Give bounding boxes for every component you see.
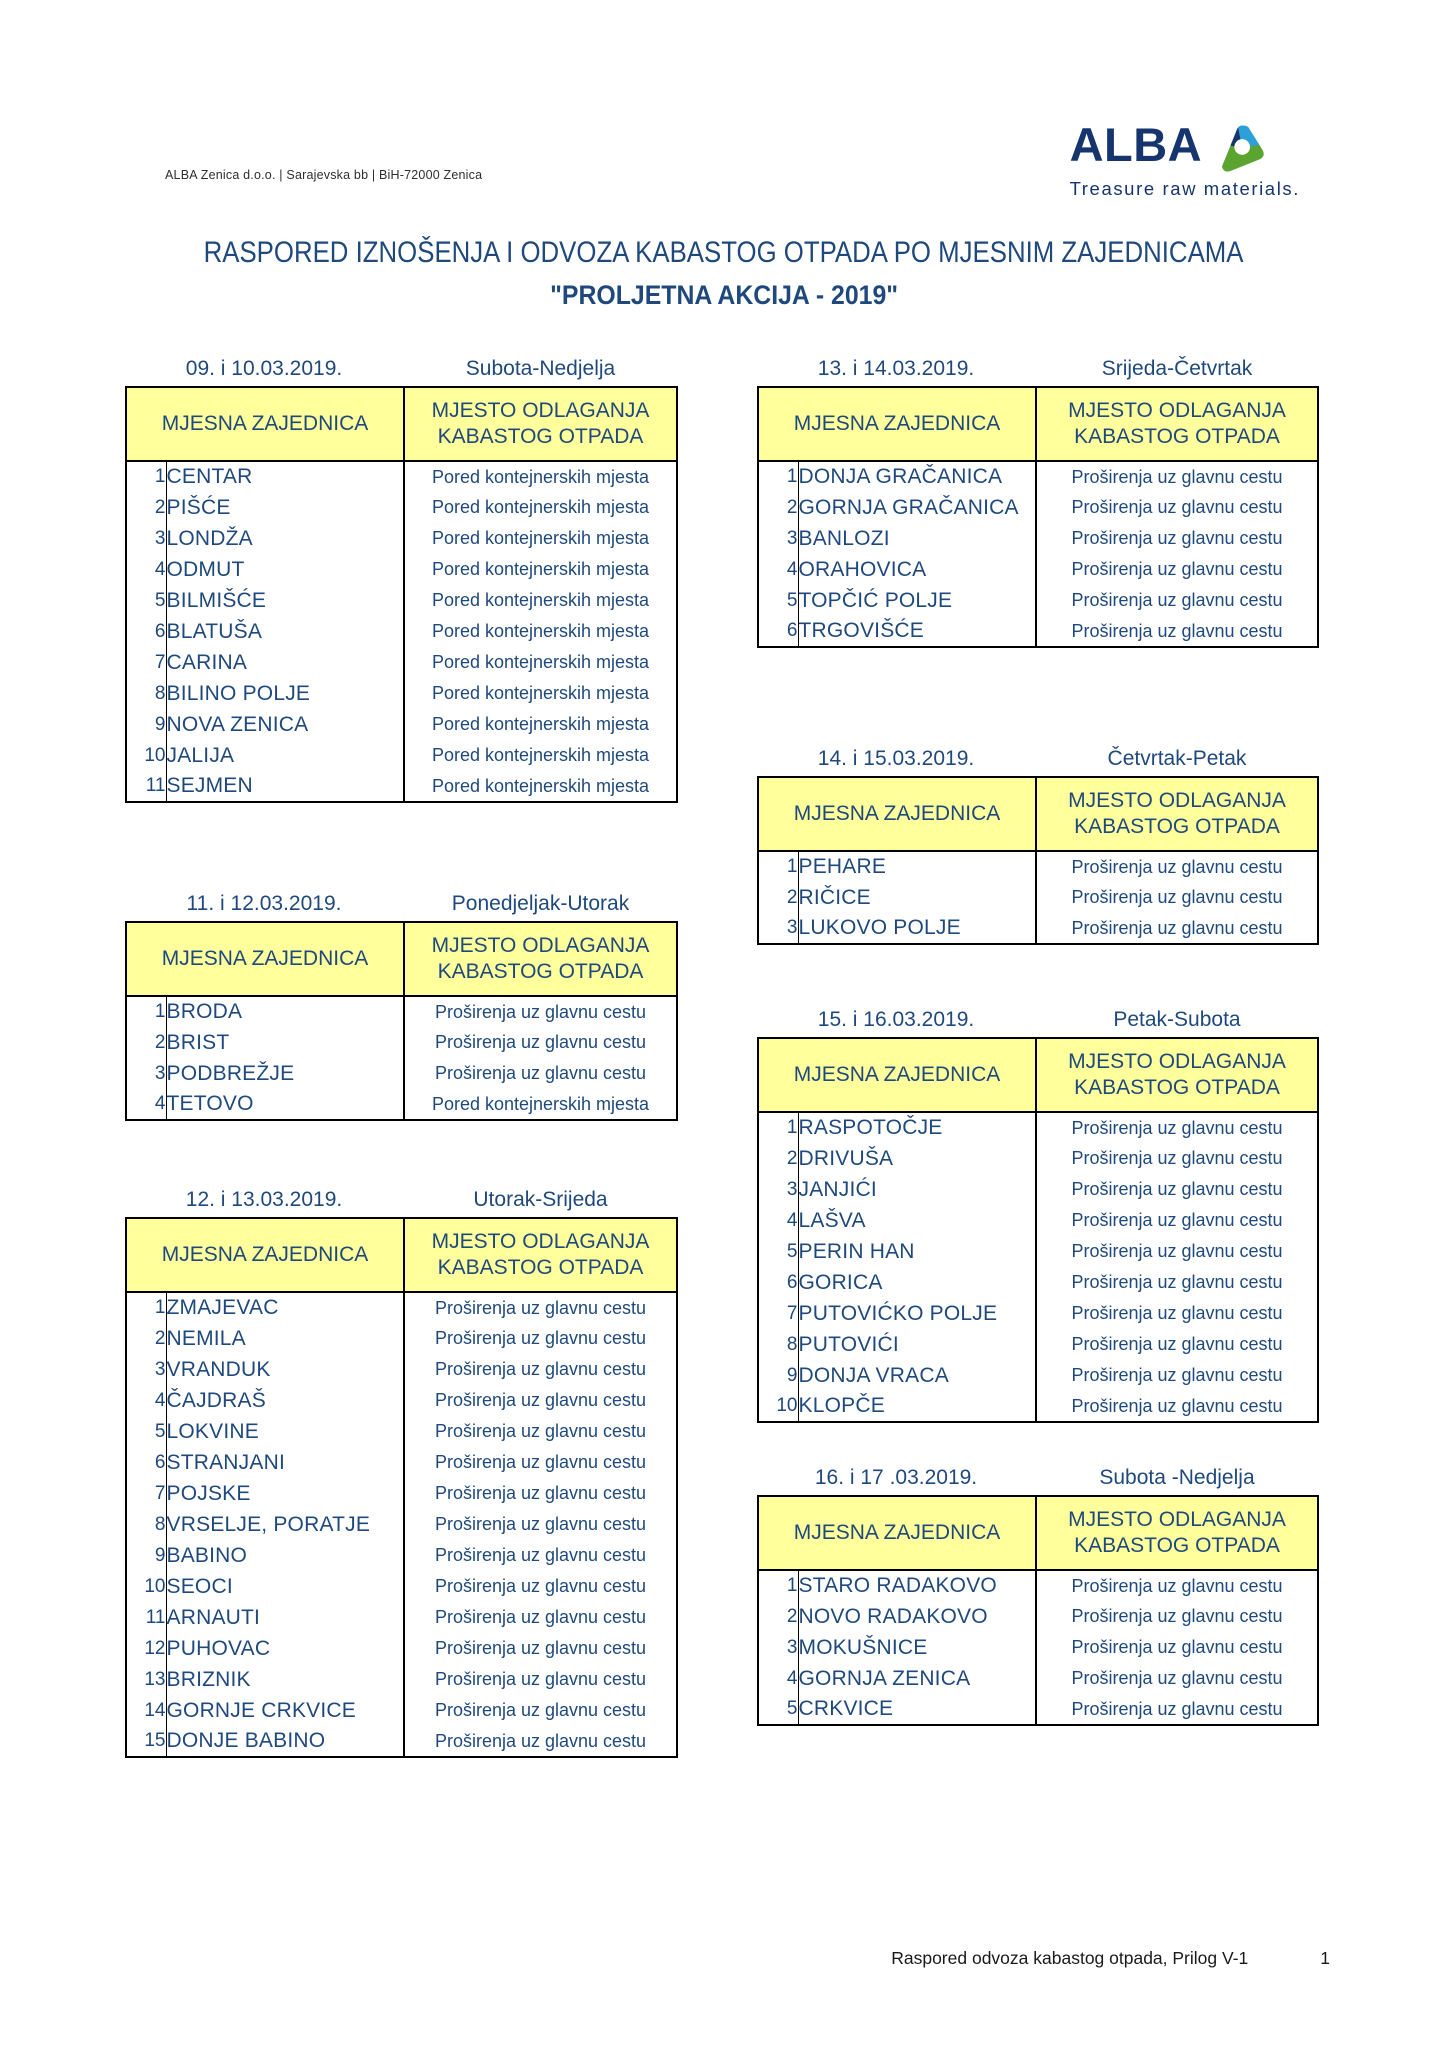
row-disposal-place: Proširenja uz glavnu cestu [1036, 1391, 1318, 1422]
alba-logo [1070, 118, 1300, 200]
row-number: 7 [758, 1298, 798, 1329]
row-number: 8 [758, 1329, 798, 1360]
table-row [758, 913, 1318, 944]
row-community-name: BRIST [166, 1030, 230, 1054]
alba-logo-mark-icon [1212, 118, 1270, 176]
table-row [758, 1298, 1318, 1329]
row-number: 2 [758, 1601, 798, 1632]
table-row [126, 554, 677, 585]
col1-header: MJESNA ZAJEDNICA [758, 777, 1036, 851]
row-community-name: GORNJE CRKVICE [166, 1698, 356, 1722]
document-title: RASPORED IZNOŠENJA I ODVOZA KABASTOG OTPADA PO MJESNIM ZAJEDNICAMA [204, 236, 1244, 269]
row-disposal-place: Proširenja uz glavnu cestu [404, 1571, 677, 1602]
footer-text: Raspored odvoza kabastog otpada, Prilog V-1 [891, 1948, 1249, 1968]
table-row [126, 1602, 677, 1633]
table-caption-row [125, 1183, 678, 1217]
table-row [758, 554, 1318, 585]
table-row [126, 1292, 677, 1323]
col1-header: MJESNA ZAJEDNICA [758, 1496, 1036, 1570]
row-disposal-place: Proširenja uz glavnu cestu [1036, 1570, 1318, 1601]
table-header-row [126, 387, 677, 461]
row-disposal-place: Pored kontejnerskih mjesta [404, 647, 677, 678]
col2-header [404, 387, 677, 461]
row-disposal-place: Pored kontejnerskih mjesta [404, 771, 677, 802]
col2-header [1036, 777, 1318, 851]
row-number: 5 [758, 1236, 798, 1267]
right-column [757, 352, 1319, 1726]
row-disposal-place: Proširenja uz glavnu cestu [1036, 851, 1318, 882]
schedule-table [757, 352, 1319, 648]
row-disposal-place: Pored kontejnerskih mjesta [404, 709, 677, 740]
row-community-name: BABINO [166, 1543, 248, 1567]
row-disposal-place: Proširenja uz glavnu cestu [1036, 1632, 1318, 1663]
col2-header-line2: KABASTOG OTPADA [1074, 815, 1280, 838]
row-disposal-place: Proširenja uz glavnu cestu [1036, 616, 1318, 647]
table-caption-row [757, 1003, 1319, 1037]
col2-header-line1: MJESTO ODLAGANJA [431, 399, 650, 422]
row-community-name: BILINO POLJE [166, 681, 311, 705]
row-disposal-place: Proširenja uz glavnu cestu [1036, 1205, 1318, 1236]
table-days: Ponedjeljak-Utorak [451, 892, 630, 915]
row-community-name: CARINA [166, 650, 248, 674]
row-community-name: ARNAUTI [166, 1605, 261, 1629]
row-community-name: RASPOTOČJE [798, 1116, 943, 1139]
left-column [125, 352, 678, 1758]
table-row [126, 461, 677, 492]
row-number: 6 [126, 616, 166, 647]
row-community-name: DONJA VRACA [798, 1363, 949, 1387]
table-row [758, 1570, 1318, 1601]
row-disposal-place: Proširenja uz glavnu cestu [404, 1323, 677, 1354]
table-row [758, 523, 1318, 554]
row-disposal-place: Pored kontejnerskih mjesta [404, 554, 677, 585]
row-disposal-place: Proširenja uz glavnu cestu [404, 1478, 677, 1509]
table-header-row [758, 1496, 1318, 1570]
col2-header-line1: MJESTO ODLAGANJA [431, 934, 650, 957]
table-row [126, 1695, 677, 1726]
row-community-name: TETOVO [166, 1092, 254, 1115]
row-community-name: JANJIĆI [798, 1177, 877, 1201]
row-disposal-place: Proširenja uz glavnu cestu [1036, 1329, 1318, 1360]
table-header-row [126, 1218, 677, 1292]
col2-header-line1: MJESTO ODLAGANJA [1068, 789, 1286, 812]
row-community-name: CRKVICE [798, 1697, 894, 1720]
row-community-name: NOVO RADAKOVO [798, 1604, 988, 1628]
table-row [126, 1633, 677, 1664]
row-disposal-place: Proširenja uz glavnu cestu [1036, 461, 1318, 492]
row-number: 1 [758, 851, 798, 882]
schedule-table [125, 352, 678, 803]
row-number: 5 [758, 1694, 798, 1725]
row-number: 11 [126, 1602, 166, 1633]
table-row [126, 1058, 677, 1089]
row-disposal-place: Proširenja uz glavnu cestu [404, 1354, 677, 1385]
tables-area [125, 352, 1319, 1758]
table-date: 16. i 17 .03.2019. [814, 1466, 978, 1489]
row-number: 7 [126, 647, 166, 678]
row-number: 3 [126, 523, 166, 554]
row-disposal-place: Pored kontejnerskih mjesta [404, 678, 677, 709]
row-number: 2 [126, 492, 166, 523]
row-disposal-place: Proširenja uz glavnu cestu [1036, 492, 1318, 523]
row-number: 3 [758, 1632, 798, 1663]
table-row [758, 1112, 1318, 1143]
row-community-name: GORNJA ZENICA [798, 1666, 971, 1690]
row-disposal-place: Proširenja uz glavnu cestu [1036, 1663, 1318, 1694]
col1-header: MJESNA ZAJEDNICA [126, 387, 404, 461]
row-community-name: LOKVINE [166, 1419, 259, 1443]
row-number: 5 [758, 585, 798, 616]
row-community-name: PEHARE [798, 855, 887, 878]
row-community-name: LUKOVO POLJE [798, 916, 961, 939]
col2-header-line2: KABASTOG OTPADA [437, 425, 644, 448]
row-community-name: MOKUŠNICE [798, 1635, 928, 1659]
row-community-name: STRANJANI [166, 1450, 285, 1474]
table-date: 15. i 16.03.2019. [817, 1008, 975, 1031]
row-community-name: GORNJA GRAČANICA [798, 495, 1019, 519]
row-number: 2 [126, 1323, 166, 1354]
row-number: 6 [758, 616, 798, 647]
table-row [126, 1664, 677, 1695]
row-number: 1 [126, 1292, 166, 1323]
schedule-table [125, 887, 678, 1121]
row-number: 15 [126, 1726, 166, 1757]
page-footer [891, 1948, 1330, 1969]
table-row [758, 1205, 1318, 1236]
row-number: 1 [758, 1112, 798, 1143]
row-disposal-place: Proširenja uz glavnu cestu [1036, 1174, 1318, 1205]
col1-header: MJESNA ZAJEDNICA [126, 1218, 404, 1292]
row-disposal-place: Proširenja uz glavnu cestu [404, 1292, 677, 1323]
row-number: 9 [126, 709, 166, 740]
row-number: 6 [758, 1267, 798, 1298]
table-row [758, 1632, 1318, 1663]
row-community-name: DONJA GRAČANICA [798, 465, 1003, 488]
row-disposal-place: Proširenja uz glavnu cestu [404, 1027, 677, 1058]
row-number: 1 [758, 1570, 798, 1601]
row-number: 9 [126, 1540, 166, 1571]
row-number: 2 [758, 882, 798, 913]
table-row [126, 585, 677, 616]
table-row [126, 1385, 677, 1416]
row-number: 3 [758, 523, 798, 554]
row-community-name: PIŠĆE [166, 495, 231, 519]
table-days: Četvrtak-Petak [1107, 747, 1247, 770]
table-row [126, 771, 677, 802]
row-number: 8 [126, 678, 166, 709]
schedule-table [757, 742, 1319, 945]
row-disposal-place: Proširenja uz glavnu cestu [404, 1447, 677, 1478]
row-number: 4 [758, 1663, 798, 1694]
row-number: 2 [758, 1143, 798, 1174]
row-number: 11 [126, 771, 166, 802]
table-date: 11. i 12.03.2019. [186, 892, 342, 915]
table-row [758, 1329, 1318, 1360]
table-date: 12. i 13.03.2019. [185, 1188, 343, 1211]
row-community-name: BRODA [166, 1000, 243, 1023]
schedule-table [757, 1003, 1319, 1423]
row-number: 1 [126, 996, 166, 1027]
table-caption-row [757, 742, 1319, 776]
table-days: Subota-Nedjelja [465, 357, 616, 380]
row-disposal-place: Proširenja uz glavnu cestu [1036, 1236, 1318, 1267]
row-number: 9 [758, 1360, 798, 1391]
table-row [758, 1601, 1318, 1632]
row-disposal-place: Proširenja uz glavnu cestu [1036, 585, 1318, 616]
table-row [126, 1540, 677, 1571]
col1-header: MJESNA ZAJEDNICA [126, 922, 404, 996]
table-header-row [758, 387, 1318, 461]
table-date: 09. i 10.03.2019. [185, 357, 343, 380]
row-disposal-place: Pored kontejnerskih mjesta [404, 616, 677, 647]
table-row [758, 461, 1318, 492]
row-community-name: NOVA ZENICA [166, 712, 309, 736]
page-number: 1 [1320, 1948, 1330, 1968]
row-community-name: STARO RADAKOVO [798, 1574, 997, 1597]
table-days: Petak-Subota [1113, 1008, 1241, 1031]
table-row [758, 1267, 1318, 1298]
row-disposal-place: Proširenja uz glavnu cestu [1036, 1143, 1318, 1174]
row-number: 7 [126, 1478, 166, 1509]
col2-header-line1: MJESTO ODLAGANJA [1068, 1508, 1286, 1531]
row-number: 14 [126, 1695, 166, 1726]
table-caption-row [757, 352, 1319, 386]
row-number: 4 [126, 554, 166, 585]
row-number: 1 [758, 461, 798, 492]
row-number: 4 [126, 1089, 166, 1120]
table-row [126, 1323, 677, 1354]
table-days: Utorak-Srijeda [473, 1188, 608, 1211]
row-number: 13 [126, 1664, 166, 1695]
row-disposal-place: Proširenja uz glavnu cestu [404, 1058, 677, 1089]
row-community-name: LONDŽA [166, 526, 253, 550]
row-disposal-place: Proširenja uz glavnu cestu [404, 1416, 677, 1447]
table-days: Srijeda-Četvrtak [1101, 357, 1253, 380]
table-row [126, 1571, 677, 1602]
row-disposal-place: Pored kontejnerskih mjesta [404, 1089, 677, 1120]
alba-logo-tagline: Treasure raw materials. [1069, 178, 1300, 199]
row-number: 4 [758, 554, 798, 585]
table-header-row [126, 922, 677, 996]
table-row [758, 882, 1318, 913]
row-community-name: KLOPČE [798, 1394, 885, 1417]
row-disposal-place: Proširenja uz glavnu cestu [1036, 1298, 1318, 1329]
row-community-name: SEOCI [166, 1574, 233, 1598]
table-row [126, 709, 677, 740]
company-address-line: ALBA Zenica d.o.o. | Sarajevska bb | BiH-72000 Zenica [165, 168, 483, 182]
row-disposal-place: Proširenja uz glavnu cestu [404, 1602, 677, 1633]
row-disposal-place: Proširenja uz glavnu cestu [1036, 913, 1318, 944]
table-row [126, 1478, 677, 1509]
row-community-name: POJSKE [166, 1481, 251, 1505]
row-community-name: PODBREŽJE [166, 1061, 295, 1085]
row-disposal-place: Pored kontejnerskih mjesta [404, 585, 677, 616]
row-disposal-place: Proširenja uz glavnu cestu [404, 1695, 677, 1726]
row-disposal-place: Proširenja uz glavnu cestu [404, 1664, 677, 1695]
table-row [126, 492, 677, 523]
row-community-name: TOPČIĆ POLJE [798, 588, 953, 612]
row-community-name: PUTOVIĆKO POLJE [798, 1301, 998, 1325]
col2-header [1036, 1038, 1318, 1112]
row-disposal-place: Proširenja uz glavnu cestu [404, 1726, 677, 1757]
row-disposal-place: Proširenja uz glavnu cestu [1036, 882, 1318, 913]
row-number: 10 [758, 1391, 798, 1422]
table-row [126, 616, 677, 647]
row-number: 2 [758, 492, 798, 523]
table-row [758, 851, 1318, 882]
row-number: 4 [126, 1385, 166, 1416]
row-disposal-place: Proširenja uz glavnu cestu [1036, 1694, 1318, 1725]
table-header-row [758, 777, 1318, 851]
col2-header-line2: KABASTOG OTPADA [1074, 1076, 1280, 1099]
table-caption-row [125, 352, 678, 386]
table-row [758, 1391, 1318, 1422]
row-number: 10 [126, 740, 166, 771]
row-number: 2 [126, 1027, 166, 1058]
col2-header-line2: KABASTOG OTPADA [1074, 1534, 1280, 1557]
row-disposal-place: Pored kontejnerskih mjesta [404, 740, 677, 771]
table-row [126, 1447, 677, 1478]
row-disposal-place: Proširenja uz glavnu cestu [404, 996, 677, 1027]
row-community-name: PUHOVAC [166, 1636, 271, 1660]
col2-header-line1: MJESTO ODLAGANJA [431, 1230, 650, 1253]
row-community-name: DRIVUŠA [798, 1146, 894, 1170]
row-community-name: PERIN HAN [798, 1239, 915, 1263]
table-days: Subota -Nedjelja [1099, 1466, 1255, 1489]
table-row [126, 1089, 677, 1120]
row-number: 4 [758, 1205, 798, 1236]
table-row [758, 492, 1318, 523]
col2-header [404, 1218, 677, 1292]
row-number: 8 [126, 1509, 166, 1540]
document-subtitle: "PROLJETNA AKCIJA - 2019" [550, 280, 898, 310]
table-row [758, 616, 1318, 647]
table-caption-row [757, 1461, 1319, 1495]
col2-header-line1: MJESTO ODLAGANJA [1068, 1050, 1286, 1073]
table-date: 14. i 15.03.2019. [817, 747, 975, 770]
row-disposal-place: Pored kontejnerskih mjesta [404, 523, 677, 554]
row-community-name: VRANDUK [166, 1357, 271, 1381]
table-row [126, 1416, 677, 1447]
table-row [126, 1509, 677, 1540]
col2-header [1036, 387, 1318, 461]
table-row [126, 678, 677, 709]
row-community-name: TRGOVIŠĆE [798, 619, 924, 642]
col2-header-line2: KABASTOG OTPADA [1074, 425, 1280, 448]
table-row [758, 1360, 1318, 1391]
row-disposal-place: Proširenja uz glavnu cestu [1036, 523, 1318, 554]
row-disposal-place: Proširenja uz glavnu cestu [404, 1540, 677, 1571]
row-community-name: RIČICE [798, 885, 871, 909]
row-number: 3 [126, 1058, 166, 1089]
row-disposal-place: Pored kontejnerskih mjesta [404, 461, 677, 492]
row-disposal-place: Proširenja uz glavnu cestu [404, 1633, 677, 1664]
table-header-row [758, 1038, 1318, 1112]
col2-header-line2: KABASTOG OTPADA [437, 960, 644, 983]
table-date: 13. i 14.03.2019. [817, 357, 975, 380]
table-row [126, 647, 677, 678]
table-row [126, 1027, 677, 1058]
row-community-name: ORAHOVICA [798, 557, 927, 581]
row-community-name: GORICA [798, 1270, 883, 1294]
row-disposal-place: Pored kontejnerskih mjesta [404, 492, 677, 523]
table-row [126, 1726, 677, 1757]
row-disposal-place: Proširenja uz glavnu cestu [404, 1509, 677, 1540]
row-number: 12 [126, 1633, 166, 1664]
table-row [126, 523, 677, 554]
row-disposal-place: Proširenja uz glavnu cestu [1036, 1360, 1318, 1391]
table-row [126, 1354, 677, 1385]
row-number: 3 [758, 913, 798, 944]
row-community-name: BLATUŠA [166, 619, 263, 643]
row-community-name: DONJE BABINO [166, 1729, 326, 1752]
col2-header [1036, 1496, 1318, 1570]
row-number: 3 [126, 1354, 166, 1385]
page-header [0, 118, 1448, 222]
row-community-name: JALIJA [166, 743, 235, 767]
alba-logo-wordmark: ALBA [1069, 118, 1203, 171]
table-row [758, 1143, 1318, 1174]
row-community-name: BRIZNIK [166, 1667, 251, 1691]
schedule-table [757, 1461, 1319, 1726]
col2-header-line2: KABASTOG OTPADA [437, 1256, 644, 1279]
col2-header-line1: MJESTO ODLAGANJA [1068, 399, 1286, 422]
row-disposal-place: Proširenja uz glavnu cestu [1036, 554, 1318, 585]
row-community-name: BILMIŠĆE [166, 588, 267, 612]
col1-header: MJESNA ZAJEDNICA [758, 387, 1036, 461]
row-community-name: PUTOVIĆI [798, 1332, 899, 1356]
row-number: 6 [126, 1447, 166, 1478]
table-row [126, 996, 677, 1027]
row-disposal-place: Proširenja uz glavnu cestu [1036, 1267, 1318, 1298]
table-row [758, 1694, 1318, 1725]
schedule-table [125, 1183, 678, 1758]
row-disposal-place: Proširenja uz glavnu cestu [404, 1385, 677, 1416]
row-disposal-place: Proširenja uz glavnu cestu [1036, 1112, 1318, 1143]
row-community-name: NEMILA [166, 1326, 246, 1350]
row-disposal-place: Proširenja uz glavnu cestu [1036, 1601, 1318, 1632]
row-number: 5 [126, 1416, 166, 1447]
row-community-name: VRSELJE, PORATJE [166, 1512, 371, 1536]
row-community-name: CENTAR [166, 465, 253, 488]
row-community-name: ZMAJEVAC [166, 1296, 279, 1319]
table-row [758, 1236, 1318, 1267]
col2-header [404, 922, 677, 996]
table-row [126, 740, 677, 771]
row-number: 3 [758, 1174, 798, 1205]
table-caption-row [125, 887, 678, 921]
col1-header: MJESNA ZAJEDNICA [758, 1038, 1036, 1112]
row-community-name: LAŠVA [798, 1208, 866, 1232]
table-row [758, 1174, 1318, 1205]
row-community-name: ODMUT [166, 557, 245, 581]
row-community-name: ČAJDRAŠ [166, 1388, 266, 1412]
row-community-name: BANLOZI [798, 526, 890, 550]
row-number: 1 [126, 461, 166, 492]
row-number: 10 [126, 1571, 166, 1602]
table-row [758, 585, 1318, 616]
table-row [758, 1663, 1318, 1694]
row-number: 5 [126, 585, 166, 616]
row-community-name: SEJMEN [166, 774, 253, 797]
